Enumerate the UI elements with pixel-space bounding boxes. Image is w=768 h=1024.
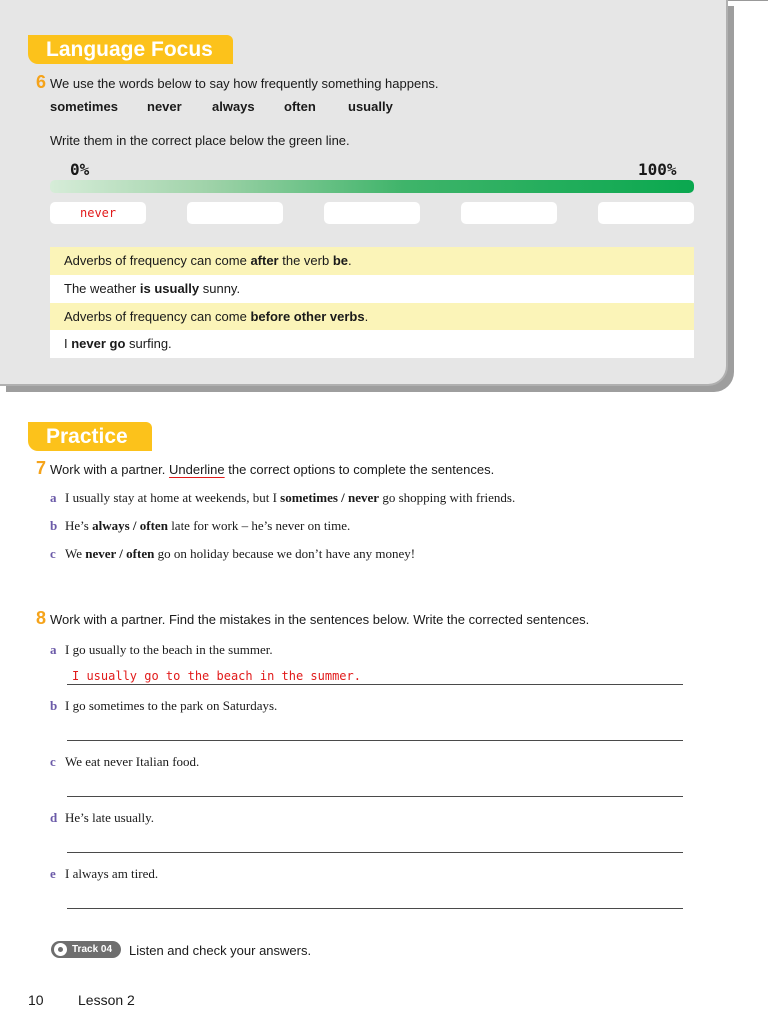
sentence-8c: We eat never Italian food. <box>65 754 200 769</box>
audio-disc-icon <box>54 943 67 956</box>
sentence-8b: I go sometimes to the park on Saturdays. <box>65 698 278 713</box>
exercise-6-number: 6 <box>36 72 47 92</box>
item-letter-8d: d <box>50 810 58 825</box>
answer-line-8d[interactable] <box>67 852 683 853</box>
language-focus-heading: Language Focus <box>28 35 233 64</box>
item-letter-7c: c <box>50 546 56 561</box>
rule-row-2 <box>50 275 694 303</box>
exercise-8-number: 8 <box>36 608 47 628</box>
answer-box-4[interactable] <box>461 202 557 224</box>
word-sometimes: sometimes <box>50 99 118 114</box>
rule-row-4 <box>50 330 694 358</box>
word-never: never <box>147 99 182 114</box>
sentence-7c <box>65 546 415 562</box>
instruction-text: Work with a partner. <box>50 462 169 477</box>
answer-8a[interactable]: I usually go to the beach in the summer. <box>72 669 361 683</box>
instruction-text: the correct options to complete the sentences. <box>224 462 495 477</box>
scale-label-100: 100% <box>638 160 677 179</box>
exercise-6-instruction-2: Write them in the correct place below the green line. <box>50 133 350 148</box>
rule-text: surfing. <box>125 336 172 351</box>
rule-bold: never go <box>71 336 126 351</box>
word-often: often <box>284 99 316 114</box>
rule-text: sunny. <box>199 281 241 296</box>
sentence-8a: I go usually to the beach in the summer. <box>65 642 273 657</box>
item-letter-8c: c <box>50 754 56 769</box>
rule-text: The weather <box>64 281 140 296</box>
sentence-text: go shopping with friends. <box>379 490 516 505</box>
rule-text: I <box>64 336 72 351</box>
answer-box-2[interactable] <box>187 202 283 224</box>
rule-text: . <box>348 253 352 268</box>
rule-row-1 <box>50 247 694 275</box>
practice-heading: Practice <box>28 422 152 451</box>
track-label: Track 04 <box>72 944 113 955</box>
option-pair[interactable]: never / often <box>85 546 155 561</box>
answer-line-8e[interactable] <box>67 908 683 909</box>
sentence-text: late for work – he’s never on time. <box>167 518 351 533</box>
scale-label-0: 0% <box>70 160 90 179</box>
item-letter-8b: b <box>50 698 58 713</box>
rule-text: . <box>364 309 369 324</box>
item-letter-8a: a <box>50 642 57 657</box>
sentence-text: We <box>65 546 86 561</box>
rule-bold: be <box>332 253 348 268</box>
frequency-gradient-bar <box>50 180 694 193</box>
track-instruction: Listen and check your answers. <box>129 943 312 958</box>
sentence-8e: I always am tired. <box>65 866 159 881</box>
answer-line-8a[interactable] <box>67 684 683 685</box>
answer-box-5[interactable] <box>598 202 694 224</box>
word-usually: usually <box>348 99 393 114</box>
sentence-8d: He’s late usually. <box>65 810 155 825</box>
item-letter-7a: a <box>50 490 57 505</box>
underline-word: Underline <box>168 462 225 477</box>
rule-bold: before other verbs <box>250 309 365 324</box>
answer-line-8b[interactable] <box>67 740 683 741</box>
lesson-label: Lesson 2 <box>78 992 135 1008</box>
sentence-7a <box>65 490 515 506</box>
audio-track-button[interactable] <box>51 941 121 958</box>
word-always: always <box>212 99 255 114</box>
rule-bold: is usually <box>139 281 200 296</box>
option-pair[interactable]: always / often <box>92 518 168 533</box>
rule-text: Adverbs of frequency can come <box>64 253 251 268</box>
option-pair[interactable]: sometimes / never <box>280 490 380 505</box>
answer-line-8c[interactable] <box>67 796 683 797</box>
exercise-7-number: 7 <box>36 458 47 478</box>
exercise-7-instruction <box>50 462 494 477</box>
item-letter-8e: e <box>50 866 56 881</box>
rule-bold: after <box>250 253 279 268</box>
exercise-8-instruction: Work with a partner. Find the mistakes in the sentences below. Write the corrected sentences. <box>50 612 590 627</box>
rule-text: the verb <box>278 253 333 268</box>
rule-row-3 <box>50 303 694 331</box>
sentence-text: I usually stay at home at weekends, but I <box>65 490 281 505</box>
sentence-text: go on holiday because we don’t have any money! <box>154 546 416 561</box>
rule-text: Adverbs of frequency can come <box>64 309 251 324</box>
answer-box-3[interactable] <box>324 202 420 224</box>
answer-box-1[interactable]: never <box>50 202 146 224</box>
top-divider <box>728 0 768 1</box>
sentence-7b <box>65 518 350 534</box>
item-letter-7b: b <box>50 518 58 533</box>
exercise-6-instruction: We use the words below to say how frequently something happens. <box>50 76 439 91</box>
sentence-text: He’s <box>65 518 93 533</box>
page-number: 10 <box>28 992 44 1008</box>
